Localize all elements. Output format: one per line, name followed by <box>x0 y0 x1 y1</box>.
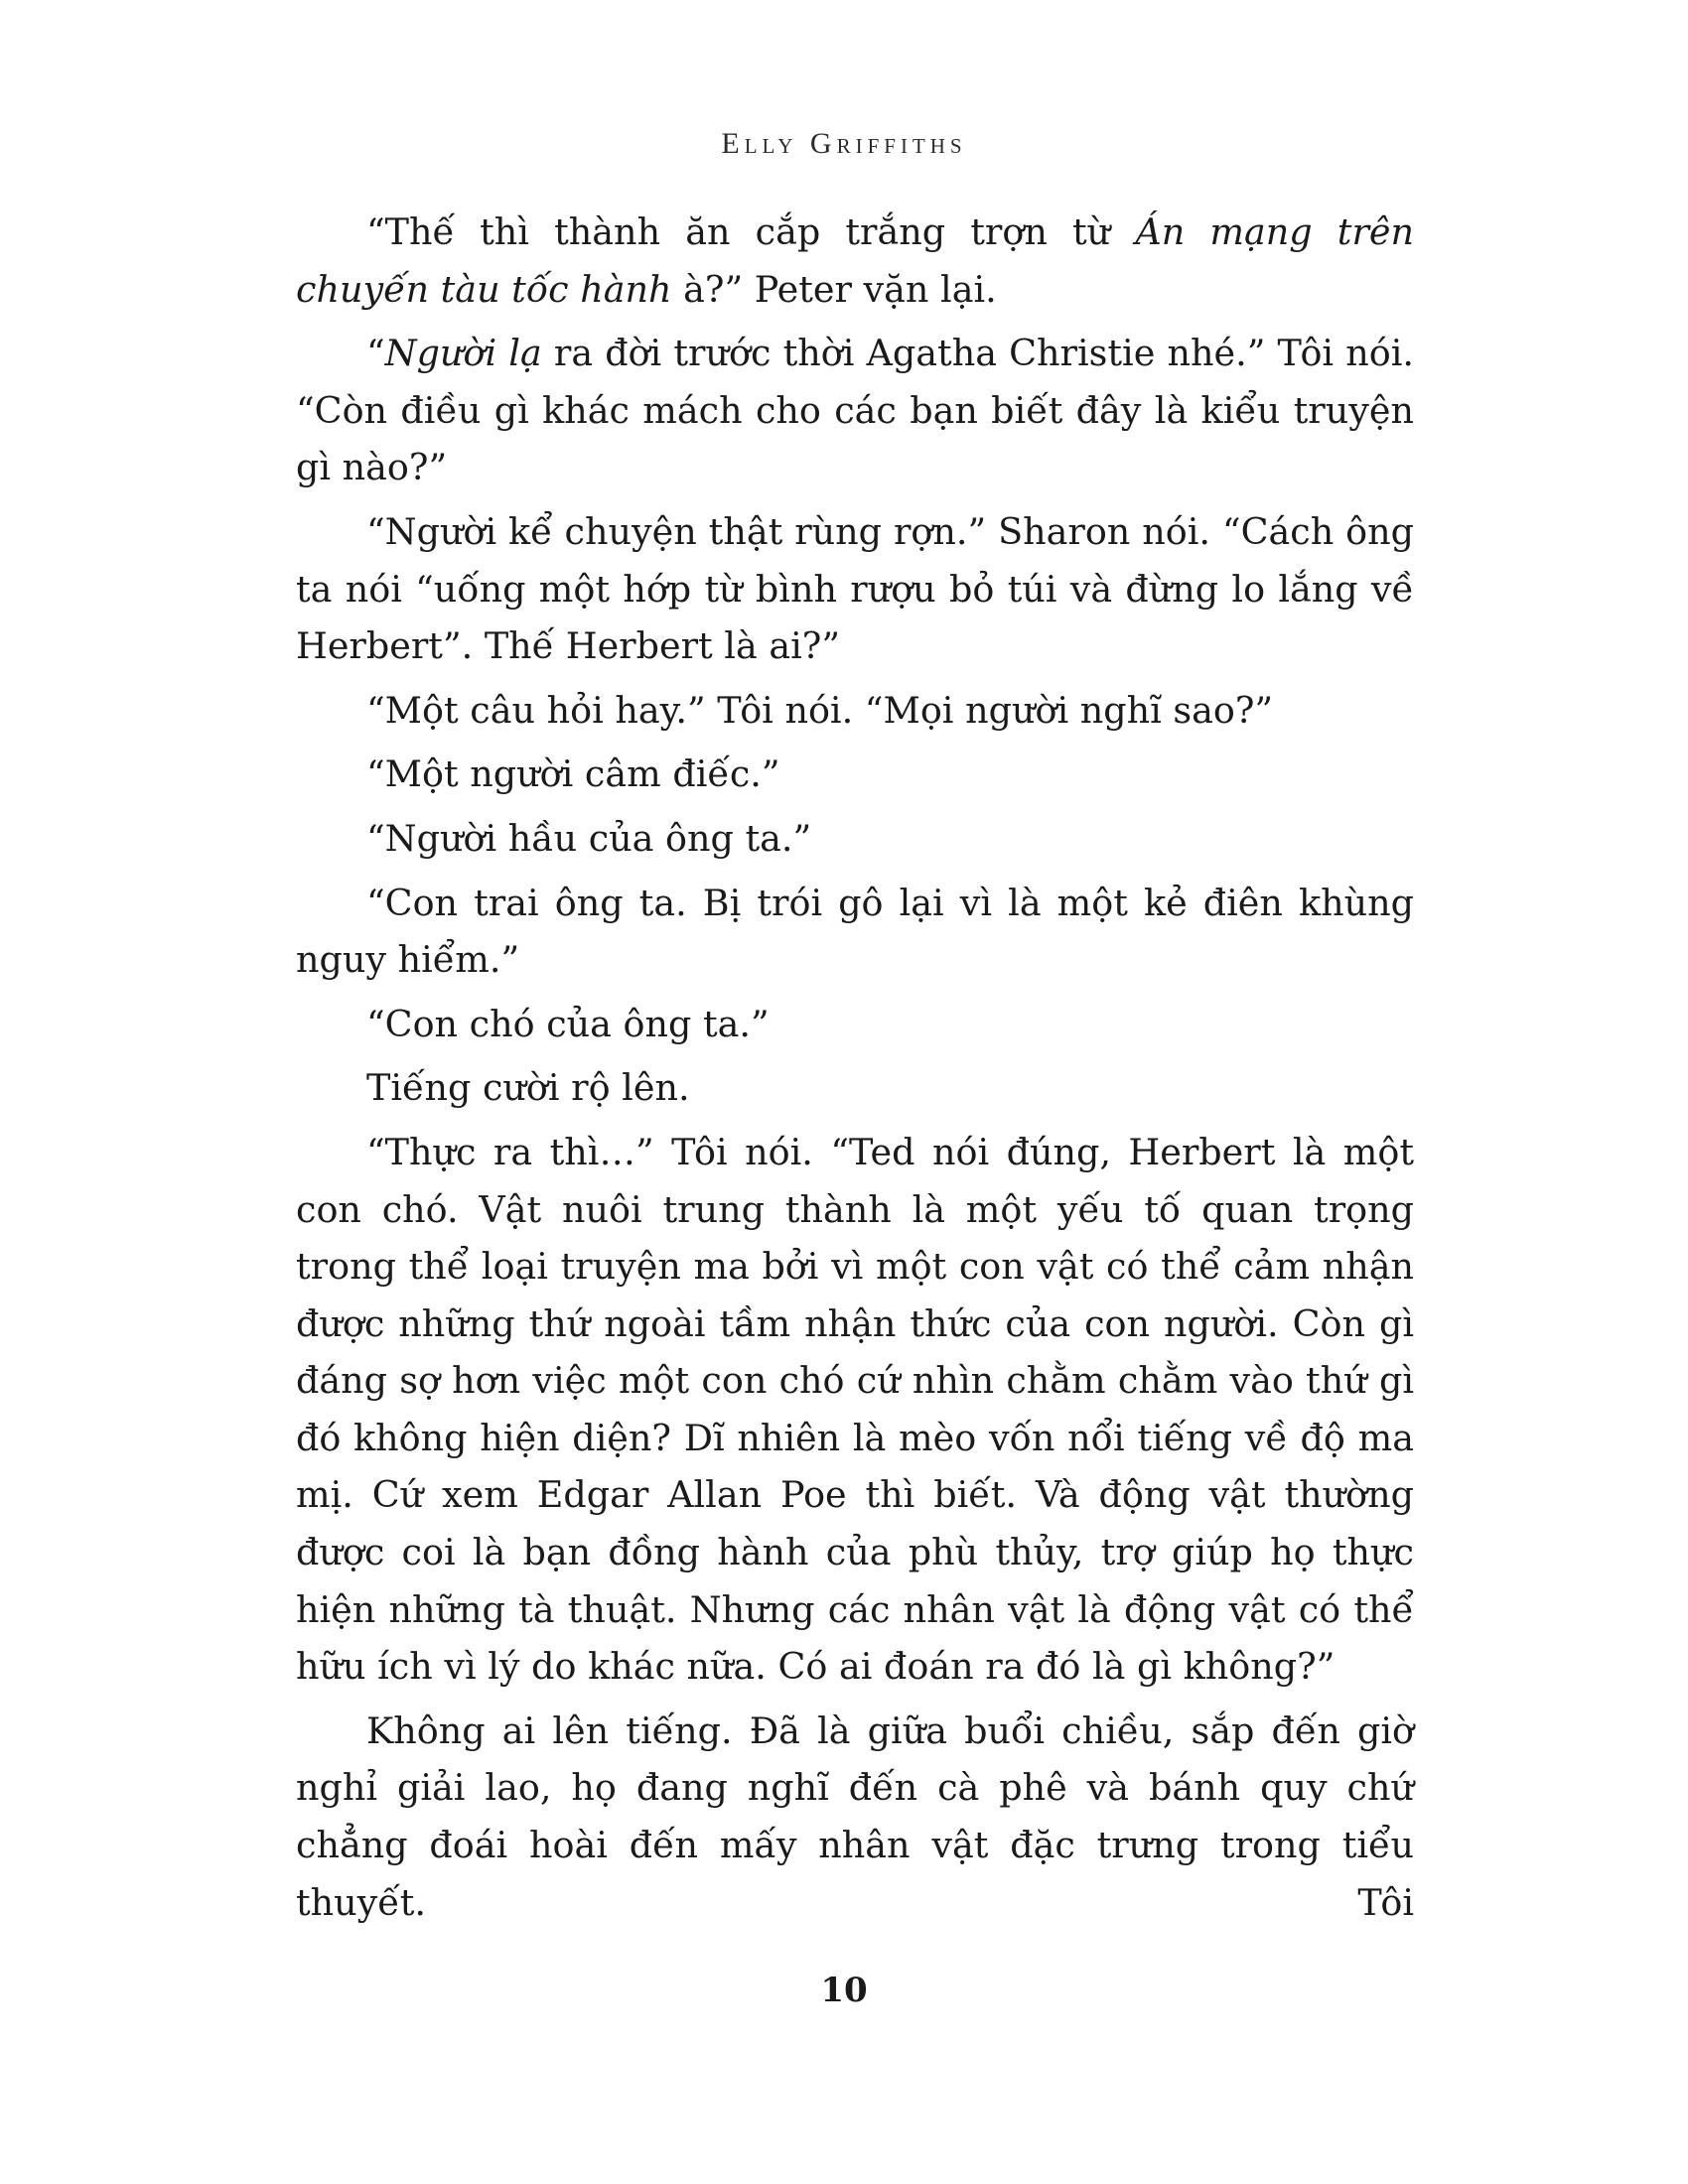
text-run: à?” Peter vặn lại. <box>671 267 997 311</box>
paragraph <box>296 503 1414 675</box>
text-run: “Người hầu của ông ta.” <box>366 816 812 860</box>
text-run: “Con chó của ông ta.” <box>366 1002 770 1045</box>
text-run: “ <box>366 332 385 375</box>
running-head: Elly Griffiths <box>721 127 967 160</box>
italic-title: Án mạng trên chuyến tàu tốc hành <box>296 210 1414 311</box>
paragraph <box>296 325 1414 496</box>
paragraph <box>296 746 1414 803</box>
paragraph <box>296 996 1414 1053</box>
paragraph <box>296 1124 1414 1696</box>
italic-title: Người lạ <box>384 332 542 375</box>
body-text <box>296 204 1414 1938</box>
text-run: “Con trai ông ta. Bị trói gô lại vì là một kẻ điên khùng nguy hiểm.” <box>296 881 1414 982</box>
paragraph <box>296 1059 1414 1117</box>
paragraph <box>296 204 1414 318</box>
text-run: ra đời trước thời Agatha Christie nhé.” Tôi nói. “Còn điều gì khác mách cho các bạn biết đây là kiểu truyện gì nào?” <box>296 332 1414 489</box>
paragraph <box>296 1703 1414 1931</box>
paragraph <box>296 682 1414 740</box>
text-run: “Một người câm điếc.” <box>366 752 780 796</box>
text-run: Tiếng cười rộ lên. <box>366 1066 690 1110</box>
text-run: “Thế thì thành ăn cắp trắng trợn từ <box>366 210 1136 253</box>
text-run: “Một câu hỏi hay.” Tôi nói. “Mọi người nghĩ sao?” <box>366 688 1274 732</box>
paragraph <box>296 875 1414 989</box>
text-run: “Người kể chuyện thật rùng rợn.” Sharon nói. “Cách ông ta nói “uống một hớp từ bình rượu bỏ túi và đừng lo lắng về Herbert”. Thế Herbert là ai?” <box>296 509 1414 668</box>
text-run: Không ai lên tiếng. Đã là giữa buổi chiều, sắp đến giờ nghỉ giải lao, họ đang nghĩ đến cà phê và bánh quy chứ chẳng đoái hoài đến mấy nhân vật đặc trưng trong tiểu thuyết. Tôi <box>296 1708 1414 1924</box>
text-run: “Thực ra thì…” Tôi nói. “Ted nói đúng, Herbert là một con chó. Vật nuôi trung thành là một yếu tố quan trọng trong thể loại truyện ma bởi vì một con vật có thể cảm nhận được những thứ ngoài tầm nhận thức của con người. Còn gì đáng sợ hơn việc một con chó cứ nhìn chằm chằm vào thứ gì đó không hiện diện? Dĩ nhiên là mèo vốn nổi tiếng về độ ma mị. Cứ xem Edgar Allan Poe thì biết. Và động vật thường được coi là bạn đồng hành của phù thủy, trợ giúp họ thực hiện những tà thuật. Nhưng các nhân vật là động vật có thể hữu ích vì lý do khác nữa. Có ai đoán ra đó là gì không?” <box>296 1130 1414 1689</box>
page-number: 10 <box>820 1971 868 2010</box>
paragraph <box>296 810 1414 868</box>
